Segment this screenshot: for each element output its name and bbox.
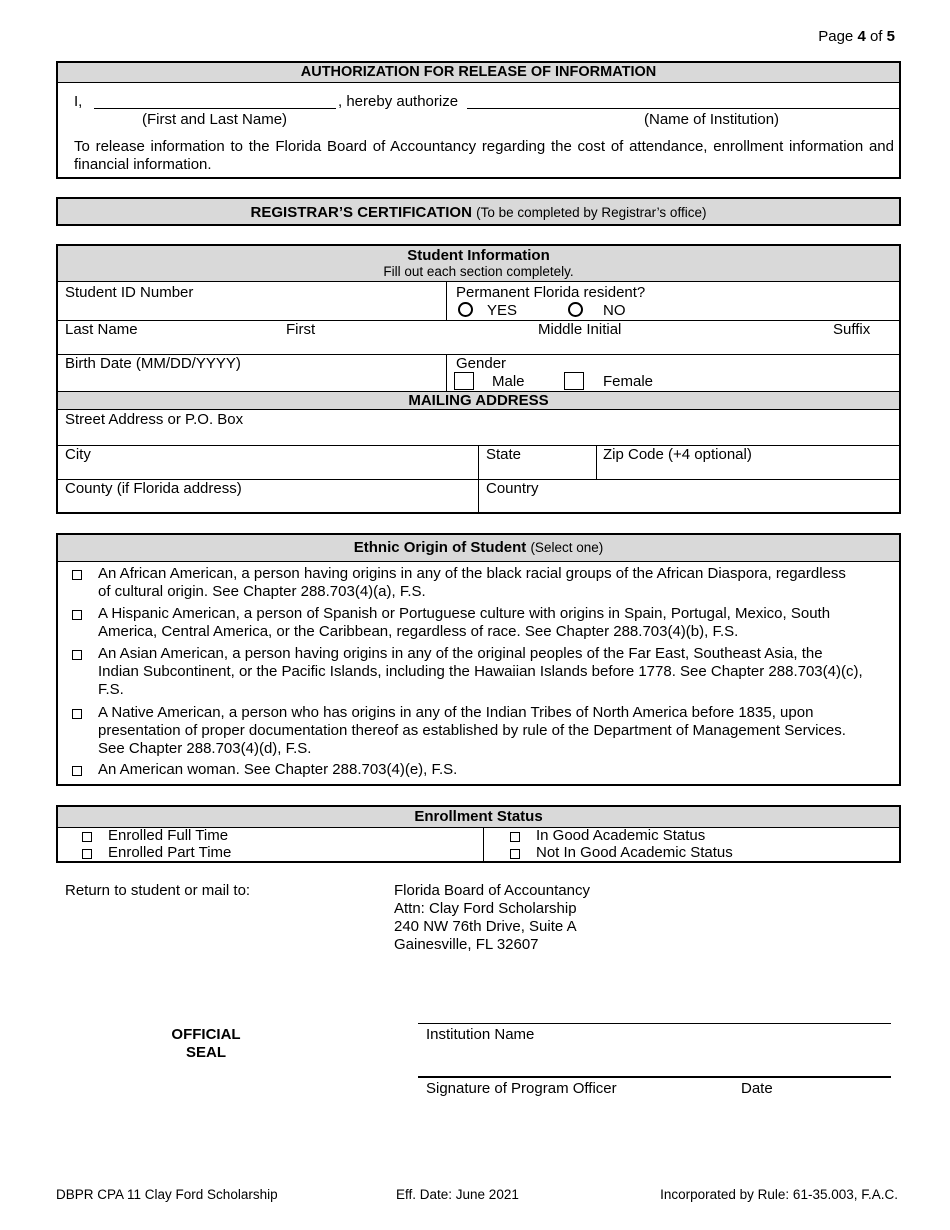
page-current: 4 [857, 28, 866, 45]
divider [58, 320, 899, 321]
seal-line: SEAL [185, 1044, 226, 1061]
resident-no-radio[interactable] [568, 302, 583, 317]
student-info-title: Student Information [407, 247, 550, 264]
first-last-name-field[interactable] [94, 93, 336, 109]
page-total: 5 [886, 28, 895, 45]
footer-center: Eff. Date: June 2021 [396, 1187, 519, 1202]
last-name-label: Last Name [65, 321, 138, 338]
i-label: I, [74, 93, 83, 110]
student-id-label: Student ID Number [65, 284, 194, 301]
not-good-academic-status-checkbox[interactable] [510, 849, 520, 859]
divider [446, 354, 447, 392]
signature-line[interactable] [418, 1076, 891, 1078]
first-name-label: First [286, 321, 316, 338]
enrollment-status-title: Enrollment Status [58, 807, 899, 828]
ethnic-option-line: An Asian American, a person having origins in any of the original peoples of the Far East, Southeast Asia, the [98, 645, 823, 662]
yes-label: YES [487, 302, 518, 319]
divider [446, 282, 447, 321]
seal-line: OFFICIAL [171, 1026, 241, 1043]
ethnic-option-text [98, 761, 893, 779]
ethnic-option-line: See Chapter 288.703(4)(d), F.S. [98, 740, 312, 757]
city-label: City [65, 446, 91, 463]
signature-label: Signature of Program Officer [426, 1080, 617, 1097]
country-label: Country [486, 480, 539, 497]
good-academic-status-checkbox[interactable] [510, 832, 520, 842]
ethnic-option-checkbox[interactable] [72, 570, 82, 580]
address-line: 240 NW 76th Drive, Suite A [394, 918, 577, 935]
official-seal [130, 1026, 282, 1062]
county-label: County (if Florida address) [65, 480, 242, 497]
mailing-address-block [394, 882, 590, 954]
ethnic-option-text [98, 645, 893, 699]
ethnic-origin-title: Ethnic Origin of Student [353, 539, 527, 556]
address-line: Attn: Clay Ford Scholarship [394, 900, 577, 917]
male-label: Male [492, 373, 525, 390]
ethnic-option-line: Indian Subcontinent, or the Pacific Islands, including the Hawaiian Islands before 1778. See Chapter 288.703(4)(c), [98, 663, 863, 680]
ethnic-option-line: F.S. [98, 681, 124, 698]
ethnic-option-checkbox[interactable] [72, 709, 82, 719]
student-information-section [56, 244, 901, 514]
registrar-title: REGISTRAR’S CERTIFICATION [250, 204, 472, 221]
enrolled-part-time-checkbox[interactable] [82, 849, 92, 859]
release-text: To release information to the Florida Board of Accountancy regarding the cost of attendance, enrollment information and financial information. [74, 138, 894, 173]
ethnic-option-line: A Hispanic American, a person of Spanish or Portuguese culture with origins in Spain, Portugal, Mexico, South [98, 605, 831, 622]
name-caption: (First and Last Name) [142, 111, 288, 128]
suffix-label: Suffix [833, 321, 871, 338]
ethnic-option-line: An African American, a person having origins in any of the black racial groups of the African Diaspora, regardless [98, 565, 846, 582]
resident-question: Permanent Florida resident? [456, 284, 646, 301]
ethnic-option-text [98, 704, 893, 758]
student-info-header [58, 246, 899, 282]
middle-initial-label: Middle Initial [538, 321, 622, 338]
resident-yes-radio[interactable] [458, 302, 473, 317]
divider [483, 827, 484, 861]
gender-label: Gender [456, 355, 507, 372]
enrolled-full-time-label: Enrolled Full Time [108, 827, 229, 844]
zip-code-label: Zip Code (+4 optional) [603, 446, 752, 463]
ethnic-option-line: presentation of proper documentation thereof as established by rule of the Department of Management Services. [98, 722, 846, 739]
date-label: Date [741, 1080, 773, 1097]
authorization-section [56, 61, 901, 179]
ethnic-option-checkbox[interactable] [72, 610, 82, 620]
return-label: Return to student or mail to: [65, 882, 251, 899]
ethnic-option-line: An American woman. See Chapter 288.703(4)(e), F.S. [98, 761, 458, 778]
authorize-text: , hereby authorize [338, 93, 459, 110]
institution-name-label: Institution Name [426, 1026, 535, 1043]
mailing-address-header: MAILING ADDRESS [58, 391, 899, 410]
student-info-subtitle: Fill out each section completely. [383, 264, 574, 279]
ethnic-option-line: America, Central America, or the Caribbean, regardless of race. See Chapter 288.703(4)(b), F.S. [98, 623, 739, 640]
good-academic-status-label: In Good Academic Status [536, 827, 706, 844]
enrollment-status-section [56, 805, 901, 863]
address-line: Florida Board of Accountancy [394, 882, 590, 899]
page-of: of [869, 28, 883, 45]
address-line: Gainesville, FL 32607 [394, 936, 539, 953]
ethnic-option-text [98, 565, 893, 601]
footer-right: Incorporated by Rule: 61-35.003, F.A.C. [660, 1187, 898, 1202]
street-address-label: Street Address or P.O. Box [65, 411, 244, 428]
page-prefix: Page [818, 28, 854, 45]
enrolled-full-time-checkbox[interactable] [82, 832, 92, 842]
ethnic-option-line: A Native American, a person who has origins in any of the Indian Tribes of North America before 1835, upon [98, 704, 814, 721]
ethnic-origin-header [58, 535, 899, 562]
female-checkbox[interactable] [564, 372, 584, 390]
divider [596, 445, 597, 479]
ethnic-origin-note: (Select one) [530, 540, 604, 555]
page-number [818, 28, 895, 45]
institution-name-field[interactable] [467, 93, 899, 109]
female-label: Female [603, 373, 654, 390]
ethnic-option-checkbox[interactable] [72, 766, 82, 776]
ethnic-option-text [98, 605, 893, 641]
footer-left: DBPR CPA 11 Clay Ford Scholarship [56, 1187, 278, 1202]
ethnic-option-line: of cultural origin. See Chapter 288.703(4)(a), F.S. [98, 583, 426, 600]
institution-caption: (Name of Institution) [644, 111, 780, 128]
ethnic-option-checkbox[interactable] [72, 650, 82, 660]
registrar-certification [56, 197, 901, 226]
registrar-note: (To be completed by Registrar’s office) [476, 205, 707, 220]
enrolled-part-time-label: Enrolled Part Time [108, 844, 232, 861]
birth-date-label: Birth Date (MM/DD/YYYY) [65, 355, 241, 372]
institution-name-line[interactable] [418, 1023, 891, 1024]
state-label: State [486, 446, 522, 463]
no-label: NO [603, 302, 626, 319]
authorization-title: AUTHORIZATION FOR RELEASE OF INFORMATION [58, 63, 899, 83]
male-checkbox[interactable] [454, 372, 474, 390]
not-good-academic-status-label: Not In Good Academic Status [536, 844, 733, 861]
